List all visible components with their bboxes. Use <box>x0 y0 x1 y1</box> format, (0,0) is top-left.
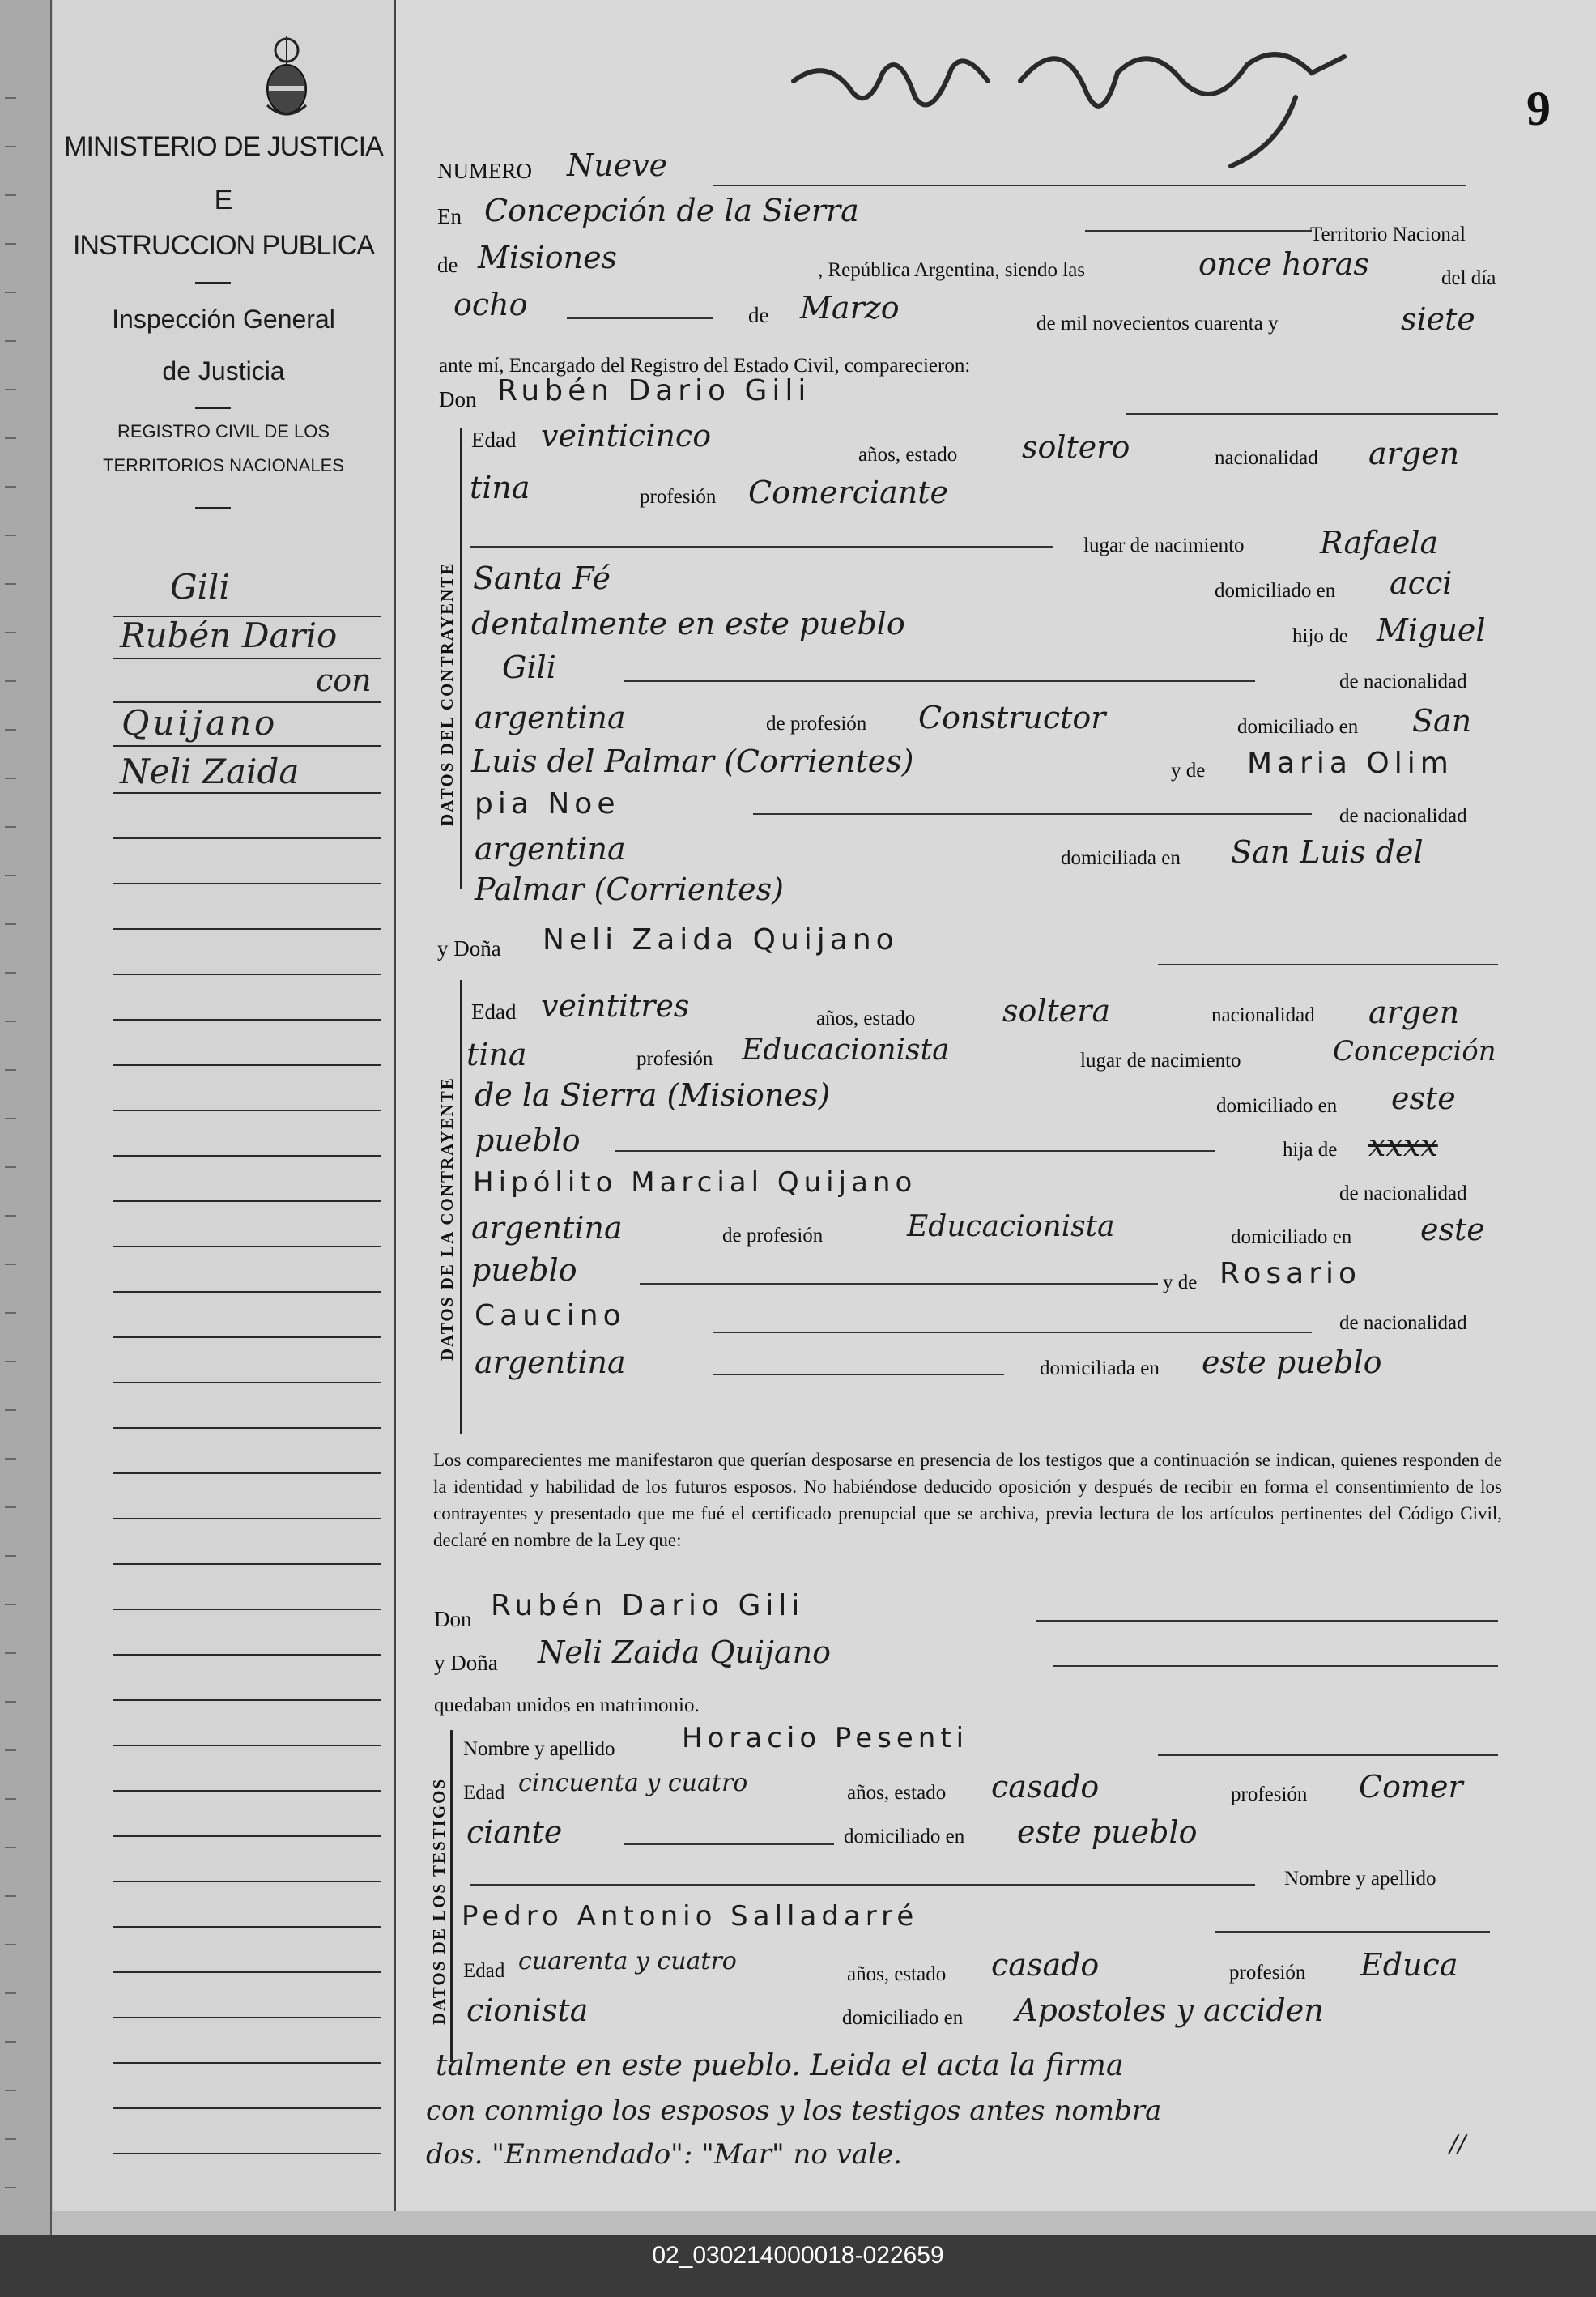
contrayenta-domicilio: este <box>1391 1080 1456 1116</box>
contrayente-section-label: DATOS DEL CONTRAYENTE <box>437 561 457 826</box>
ministry-title-2: E <box>214 185 233 215</box>
edad-label: Edad <box>463 1960 505 1982</box>
hija-label: hija de <box>1283 1139 1338 1161</box>
testigo1-profesion-cont: ciante <box>466 1814 563 1850</box>
territorio-label: Territorio Nacional <box>1310 224 1466 245</box>
contrayente-bracket <box>460 428 462 889</box>
contrayente-estado: soltero <box>1022 429 1130 465</box>
testigo1-edad: cincuenta y cuatro <box>518 1769 748 1797</box>
registry-title-1: REGISTRO CIVIL DE LOS <box>117 421 330 441</box>
edad-label: Edad <box>471 428 517 452</box>
don2-value: Rubén Dario Gili <box>491 1589 805 1622</box>
domiciliado-label: domiciliado en <box>1215 580 1336 602</box>
de-nacionalidad-label: de nacionalidad <box>1339 671 1467 693</box>
hora-value: once horas <box>1198 246 1369 282</box>
domiciliado-label: domiciliado en <box>1231 1226 1352 1248</box>
contrayente-padre-domicilio-cont: Luis del Palmar (Corrientes) <box>471 744 914 779</box>
profesion-label: profesión <box>1229 1962 1306 1984</box>
contrayenta-profesion: Educacionista <box>742 1033 950 1067</box>
contrayenta-padre: Hipólito Marcial Quijano <box>473 1166 917 1199</box>
unidos-label: quedaban unidos en matrimonio. <box>434 1694 700 1716</box>
y-dona-label: y Doña <box>434 1651 498 1675</box>
testigo2-profesion: Educa <box>1360 1947 1458 1983</box>
contrayente-padre: Miguel <box>1377 612 1486 648</box>
numero-value: Nueve <box>567 147 668 183</box>
anios-label: años, estado <box>847 1963 947 1985</box>
ministry-title-1: MINISTERIO DE JUSTICIA <box>64 131 383 162</box>
contrayenta-estado: soltera <box>1002 993 1111 1029</box>
nombre-label: Nombre y apellido <box>1284 1868 1436 1890</box>
en-value: Concepción de la Sierra <box>484 193 859 228</box>
domiciliado-label: domiciliado en <box>1216 1095 1338 1117</box>
contrayenta-padre-profesion: Educacionista <box>907 1210 1115 1243</box>
testigo2-nombre: Pedro Antonio Salladarré <box>462 1900 919 1933</box>
contrayenta-nacionalidad-cont: tina <box>466 1037 527 1072</box>
dona2-value: Neli Zaida Quijano <box>538 1634 831 1670</box>
testigo2-estado: casado <box>991 1947 1100 1983</box>
en-label: En <box>437 204 462 228</box>
nacionalidad-label: nacionalidad <box>1211 1004 1315 1026</box>
margin-note-line: Neli Zaida <box>120 752 300 791</box>
testigo2-domicilio: Apostoles y acciden <box>1015 1992 1324 2028</box>
testigo1-estado: casado <box>991 1769 1100 1805</box>
anio-label: de mil novecientos cuarenta y <box>1036 313 1279 335</box>
contrayenta-bracket <box>460 980 462 1434</box>
don-value: Rubén Dario Gili <box>497 374 811 407</box>
inspection-title-2: de Justicia <box>162 356 285 386</box>
anios-label: años, estado <box>847 1782 947 1804</box>
contrayente-padre-domicilio: San <box>1412 703 1472 739</box>
contrayenta-madre-cont: Caucino <box>475 1299 626 1332</box>
anios-label: años, estado <box>858 444 958 466</box>
testigo2-edad: cuarenta y cuatro <box>518 1947 737 1975</box>
contrayente-lugar-cont: Santa Fé <box>473 560 611 596</box>
margin-column <box>53 0 396 2211</box>
contrayenta-lugar: Concepción <box>1333 1035 1496 1068</box>
adjacent-page-edge <box>0 0 52 2235</box>
contrayente-domicilio: acci <box>1390 565 1453 601</box>
mes-value: Marzo <box>800 290 900 326</box>
domiciliado-label: domiciliado en <box>844 1826 965 1847</box>
contrayente-madre: Maria Olim <box>1247 747 1453 780</box>
contrayenta-lugar-cont: de la Sierra (Misiones) <box>475 1077 831 1113</box>
de2-label: de <box>748 303 769 327</box>
margin-note-line: Rubén Dario <box>120 616 338 655</box>
contrayenta-madre-nacionalidad: argentina <box>475 1345 626 1380</box>
contrayenta-padre-nacionalidad: argentina <box>471 1210 623 1246</box>
dia-value: ocho <box>453 287 528 322</box>
del-dia-label: del día <box>1441 267 1496 289</box>
y-de-label: y de <box>1163 1272 1198 1293</box>
lugar-label: lugar de nacimiento <box>1083 535 1245 556</box>
contrayente-padre-cont: Gili <box>502 650 556 685</box>
de-nacionalidad-label: de nacionalidad <box>1339 1183 1467 1204</box>
nombre-label: Nombre y apellido <box>463 1738 615 1760</box>
contrayenta-madre: Rosario <box>1219 1257 1362 1290</box>
contrayenta-domicilio-cont: pueblo <box>475 1123 581 1158</box>
struck-out-text: xxxx <box>1368 1127 1438 1163</box>
contrayente-madre-domicilio: San Luis del <box>1231 834 1424 870</box>
signature-scribble <box>777 24 1360 178</box>
contrayente-madre-nacionalidad: argentina <box>475 831 626 867</box>
numero-label: NUMERO <box>437 159 533 183</box>
y-de-label: y de <box>1171 760 1206 782</box>
contrayente-madre-cont: pia Noe <box>475 787 620 820</box>
contrayente-madre-domicilio-cont: Palmar (Corrientes) <box>475 871 784 907</box>
closing-mark: // <box>1449 2130 1466 2158</box>
margin-note-line: con <box>316 663 372 698</box>
contrayenta-nacionalidad: argen <box>1368 995 1460 1030</box>
domiciliada-label: domiciliada en <box>1061 847 1181 869</box>
domiciliado-label: domiciliado en <box>1237 716 1359 738</box>
contrayenta-edad: veintitres <box>541 988 690 1024</box>
domiciliado-label: domiciliado en <box>842 2007 964 2029</box>
don-label: Don <box>434 1607 472 1631</box>
de-nacionalidad-label: de nacionalidad <box>1339 805 1467 827</box>
contrayente-padre-nacionalidad: argentina <box>475 700 626 735</box>
testigos-section-label: DATOS DE LOS TESTIGOS <box>429 1777 449 2025</box>
contrayenta-madre-domicilio: este pueblo <box>1202 1345 1382 1380</box>
testigo1-profesion: Comer <box>1359 1769 1463 1805</box>
de-nacionalidad-label: de nacionalidad <box>1339 1312 1467 1334</box>
closing-line: talmente en este pueblo. Leida el acta la firma <box>436 2049 1124 2082</box>
margin-note-line: Quijano <box>121 703 279 743</box>
testigos-bracket <box>450 1730 453 2062</box>
inspection-title-1: Inspección General <box>112 305 335 334</box>
declaration-paragraph: Los comparecientes me manifestaron que querían desposarse en presencia de los testigos que a continuación se indican, quienes responden de la identidad y habilidad de los futuros esposos. No habiéndose deducido oposición y después de recibir en forma el consentimiento de los contrayentes y presentado que me fué el certificado prenupcial que se archiva, previa lectura de los artículos pertinentes del Código Civil, declaré en nombre de la Ley que: <box>433 1450 1502 1550</box>
domiciliada-label: domiciliada en <box>1040 1357 1160 1379</box>
contrayente-nacionalidad-cont: tina <box>470 470 530 505</box>
de-label: de <box>437 253 458 277</box>
divider <box>195 507 231 509</box>
de-profesion-label: de profesión <box>722 1225 824 1247</box>
divider <box>195 282 231 284</box>
image-caption: 02_030214000018-022659 <box>652 2242 944 2269</box>
coat-of-arms-icon <box>262 32 311 121</box>
don-label: Don <box>439 387 477 411</box>
contrayente-edad: veinticinco <box>541 418 712 454</box>
registry-title-2: TERRITORIOS NACIONALES <box>103 455 344 475</box>
contrayenta-padre-domicilio: este <box>1420 1212 1485 1247</box>
anio-value: siete <box>1401 301 1475 337</box>
profesion-label: profesión <box>1231 1783 1308 1805</box>
y-dona-label: y Doña <box>437 936 501 961</box>
contrayente-domicilio-cont: dentalmente en este pueblo <box>471 606 905 641</box>
testigo2-profesion-cont: cionista <box>466 1992 589 2028</box>
republica-label: , República Argentina, siendo las <box>818 259 1086 281</box>
divider <box>195 407 231 409</box>
ministry-title-3: INSTRUCCION PUBLICA <box>72 230 375 261</box>
page-number: 9 <box>1526 82 1551 135</box>
profesion-label: profesión <box>640 486 717 508</box>
margin-note-line: Gili <box>170 567 230 607</box>
dona-value: Neli Zaida Quijano <box>543 923 899 957</box>
edad-label: Edad <box>471 999 517 1024</box>
anios-label: años, estado <box>816 1008 916 1029</box>
contrayenta-padre-domicilio-cont: pueblo <box>471 1252 577 1288</box>
closing-line: dos. "Enmendado": "Mar" no vale. <box>426 2138 902 2171</box>
de-value: Misiones <box>478 240 618 275</box>
closing-line: con conmigo los esposos y los testigos antes nombra <box>426 2095 1162 2127</box>
hijo-label: hijo de <box>1292 625 1348 647</box>
contrayente-nacionalidad: argen <box>1368 436 1460 471</box>
contrayente-padre-profesion: Constructor <box>918 700 1106 735</box>
contrayente-lugar: Rafaela <box>1320 525 1439 560</box>
testigo1-domicilio: este pueblo <box>1017 1814 1198 1850</box>
contrayenta-section-label: DATOS DE LA CONTRAYENTE <box>437 1076 457 1361</box>
lugar-label: lugar de nacimiento <box>1080 1050 1241 1072</box>
nacionalidad-label: nacionalidad <box>1215 447 1318 469</box>
testigo1-nombre: Horacio Pesenti <box>682 1722 969 1754</box>
profesion-label: profesión <box>636 1048 713 1070</box>
de-profesion-label: de profesión <box>766 713 867 735</box>
contrayente-profesion: Comerciante <box>748 475 948 510</box>
edad-label: Edad <box>463 1782 505 1804</box>
ante-label: ante mí, Encargado del Registro del Estado Civil, comparecieron: <box>439 355 971 377</box>
